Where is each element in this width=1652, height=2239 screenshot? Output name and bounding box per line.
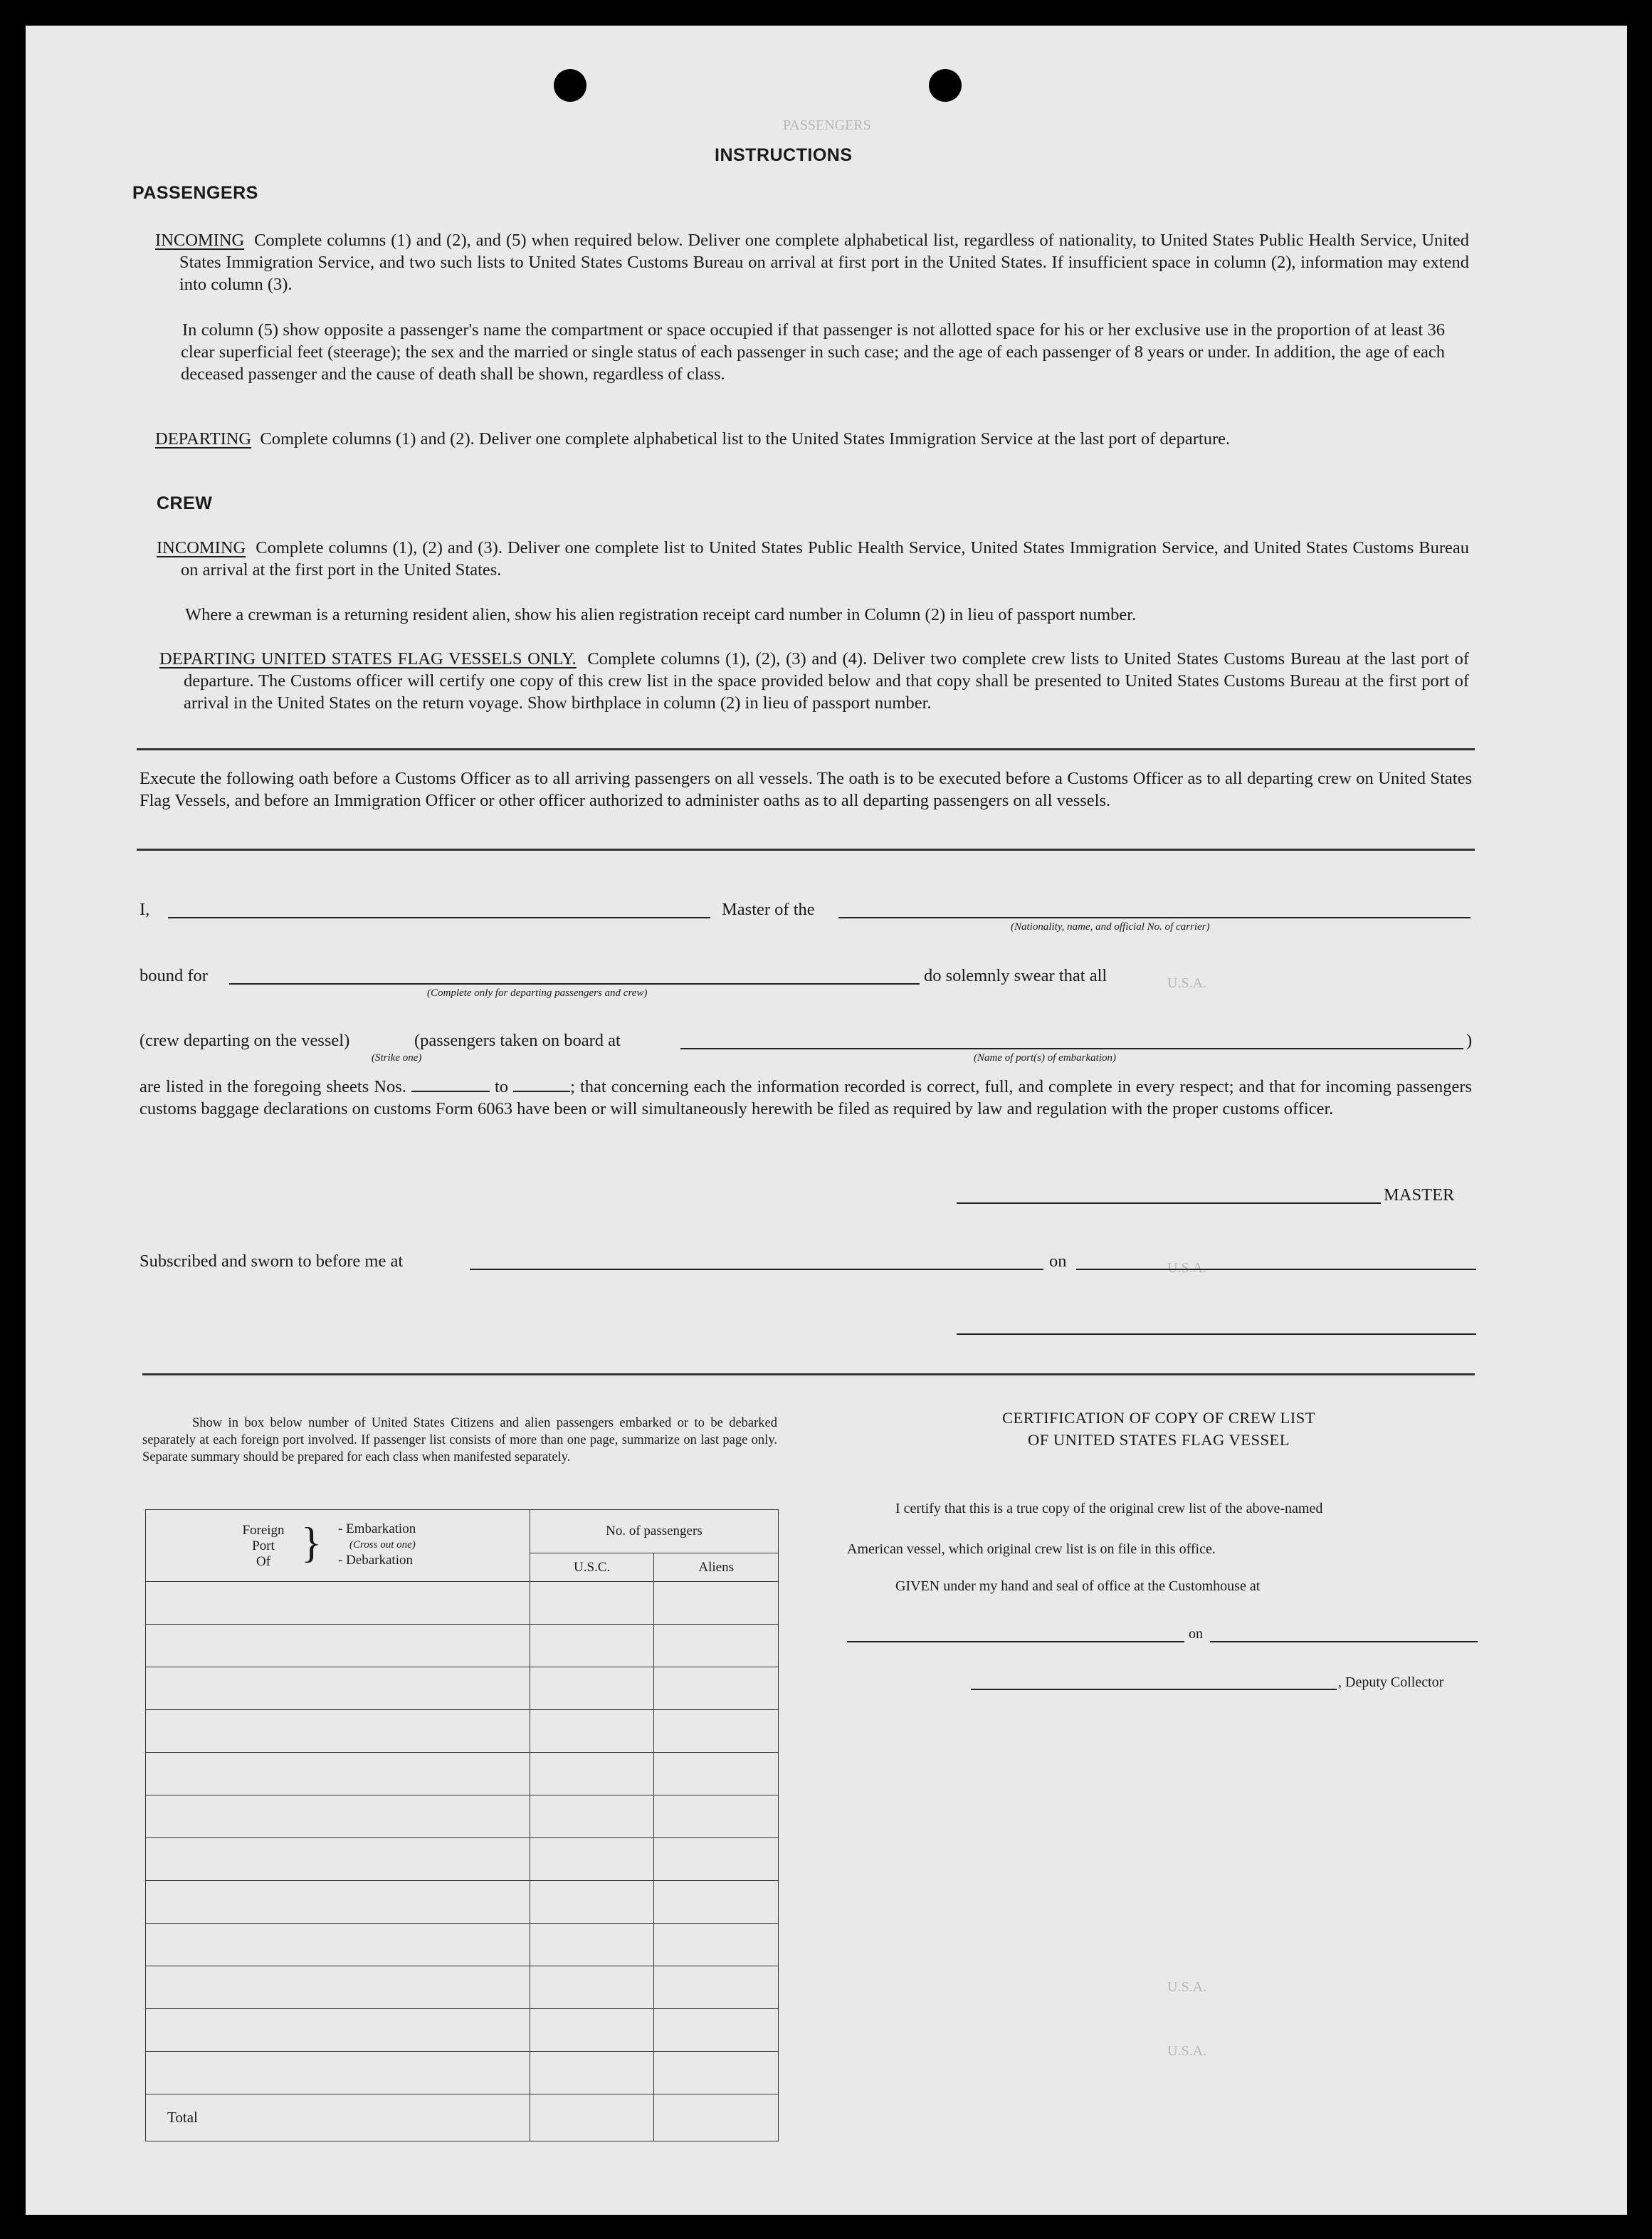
- no-of-passengers-header: No. of passengers: [530, 1510, 778, 1553]
- page-title: INSTRUCTIONS: [715, 145, 853, 165]
- crew-departing-text: Complete columns (1), (2), (3) and (4). Deliver two complete crew lists to United States Customs Bureau at the last port of departure. The Customs officer will certify one copy of this crew list in the space provided below and that copy shall be presented to United States Customs Bureau at the first port of arrival in the United States on the return voyage. Show birthplace in column (2) in lieu of passport number.: [184, 649, 1469, 713]
- oath-statement-text: ; that concerning each the information recorded is correct, full, and complete in every respect; and that for incoming passengers customs baggage declarations on customs Form 6063 have been or will simultaneously herewith be filed as required by law and regulation with the proper customs officer.: [140, 1077, 1473, 1118]
- section-divider: [137, 748, 1475, 750]
- master-name-field[interactable]: [168, 900, 710, 918]
- usc-cell[interactable]: [530, 1667, 654, 1710]
- table-row: [146, 1924, 779, 1966]
- aliens-header: Aliens: [654, 1553, 779, 1582]
- table-row: [146, 2009, 779, 2052]
- usc-cell[interactable]: [530, 1881, 654, 1924]
- bound-for-hint: (Complete only for departing passengers and crew): [427, 987, 648, 999]
- aliens-cell[interactable]: [654, 1838, 779, 1881]
- port-cell[interactable]: [146, 1924, 530, 1966]
- aliens-cell[interactable]: [654, 1753, 779, 1795]
- aliens-cell[interactable]: [654, 1795, 779, 1838]
- customhouse-place-field[interactable]: [847, 1625, 1184, 1642]
- subscribed-label: Subscribed and sworn to before me at: [140, 1252, 404, 1271]
- table-row: [146, 1753, 779, 1795]
- officer-signature-field[interactable]: [957, 1316, 1476, 1335]
- deputy-collector-signature-field[interactable]: [971, 1673, 1337, 1690]
- table-row: [146, 1625, 779, 1667]
- usc-header: U.S.C.: [530, 1553, 654, 1582]
- table-row: [146, 1582, 779, 1625]
- of-label: Of: [256, 1554, 271, 1569]
- given-text: GIVEN under my hand and seal of office at the Customhouse at: [895, 1578, 1261, 1594]
- summary-instructions: Show in box below number of United States Citizens and alien passengers embarked or to be debarked separately at each foreign port involved. If passenger list consists of more than one page, summarize on last page only. Separate summary should be prepared for each class when manifested separately.: [142, 1416, 777, 1464]
- table-row: [146, 1667, 779, 1710]
- port-cell[interactable]: [146, 2052, 530, 2094]
- usc-cell[interactable]: [530, 1582, 654, 1625]
- aliens-total-cell[interactable]: [654, 2094, 779, 2141]
- table-row: [146, 1710, 779, 1753]
- brace-icon: }: [301, 1519, 322, 1566]
- oath-intro: Execute the following oath before a Customs Officer as to all arriving passengers on all vessels. The oath is to be executed before a Customs Officer as to all departing crew on United States Flag Vessels, and before an Immigration Officer or other officer authorized to administer oaths as to all departing passengers on all vessels.: [140, 769, 1472, 810]
- usc-cell[interactable]: [530, 1795, 654, 1838]
- passengers-departing-paragraph: [155, 428, 1469, 450]
- bleed-through-text: U.S.A.: [1167, 975, 1207, 991]
- binder-hole: [929, 69, 962, 102]
- passengers-incoming-text: Complete columns (1) and (2), and (5) when required below. Deliver one complete alphabetical list, regardless of nationality, to United States Public Health Service, United States Immigration Service, and two such lists to United States Customs Bureau on arrival at first port in the United States. If insufficient space in column (2), information may extend into column (3).: [179, 231, 1470, 294]
- bleed-through-text: U.S.A.: [1167, 2043, 1207, 2059]
- aliens-cell[interactable]: [654, 1881, 779, 1924]
- crew-resident-paragraph: Where a crewman is a returning resident alien, show his alien registration receipt card number in Column (2) in lieu of passport number.: [185, 605, 1137, 624]
- passengers-column5-paragraph: In column (5) show opposite a passenger's name the compartment or space occupied if that passenger is not allotted space for his or her exclusive use in the proportion of at least 36 clear superficial feet (steerage); the sex and the married or single status of each passenger in such case; and the age of each passenger of 8 years or under. In addition, the age of each deceased passenger and the cause of death shall be shown, regardless of class.: [181, 320, 1445, 384]
- passengers-departing-label: DEPARTING: [155, 429, 252, 449]
- crew-heading: CREW: [157, 493, 213, 513]
- listed-in-text: are listed in the foregoing sheets Nos.: [140, 1077, 406, 1096]
- cert-on-label: on: [1189, 1626, 1203, 1642]
- port-label: Port: [252, 1538, 275, 1553]
- aliens-cell[interactable]: [654, 1582, 779, 1625]
- master-signature-label: MASTER: [1384, 1185, 1455, 1205]
- passengers-heading: PASSENGERS: [132, 183, 258, 203]
- bound-for-label: bound for: [140, 966, 208, 985]
- section-divider: [137, 849, 1475, 851]
- to-label: to: [495, 1077, 509, 1096]
- aliens-cell[interactable]: [654, 1625, 779, 1667]
- carrier-field[interactable]: [838, 900, 1471, 918]
- crew-incoming-text: Complete columns (1), (2) and (3). Deliver one complete list to United States Public Health Service, United States Immigration Service, and United States Customs Bureau on arrival at the first port in the United States.: [181, 538, 1470, 580]
- bleed-through-text: U.S.A.: [1167, 1260, 1207, 1276]
- crew-departing-option: (crew departing on the vessel): [140, 1031, 350, 1050]
- passengers-incoming-paragraph: [155, 229, 1469, 295]
- port-cell[interactable]: [146, 1966, 530, 2009]
- customhouse-date-field[interactable]: [1210, 1625, 1478, 1642]
- table-header-port: [146, 1510, 530, 1582]
- usc-cell[interactable]: [530, 1753, 654, 1795]
- port-cell[interactable]: [146, 1795, 530, 1838]
- port-cell[interactable]: [146, 1667, 530, 1710]
- crew-incoming-paragraph: [157, 537, 1469, 581]
- usc-cell[interactable]: [530, 1966, 654, 2009]
- port-cell[interactable]: [146, 1753, 530, 1795]
- usc-cell[interactable]: [530, 1625, 654, 1667]
- swear-text: do solemnly swear that all: [924, 966, 1108, 985]
- foreign-label: Foreign: [242, 1523, 285, 1538]
- bound-for-field[interactable]: [229, 966, 920, 985]
- aliens-cell[interactable]: [654, 1966, 779, 2009]
- bleed-through-text: PASSENGERS: [783, 117, 871, 133]
- sworn-place-field[interactable]: [470, 1252, 1043, 1270]
- oath-i-label: I,: [140, 900, 150, 919]
- aliens-cell[interactable]: [654, 1710, 779, 1753]
- usc-total-cell[interactable]: [530, 2094, 654, 2141]
- embarkation-port-field[interactable]: [680, 1031, 1463, 1049]
- table-row: [146, 1795, 779, 1838]
- certification-heading: [883, 1407, 1435, 1451]
- certification-heading-line1: CERTIFICATION OF COPY OF CREW LIST: [1001, 1409, 1316, 1427]
- aliens-cell[interactable]: [654, 1924, 779, 1966]
- sheet-from-field[interactable]: [411, 1074, 490, 1092]
- strike-hint: (Strike one): [372, 1052, 422, 1064]
- certify-text: I certify that this is a true copy of the original crew list of the above-named: [895, 1501, 1323, 1516]
- sworn-date-field[interactable]: [1076, 1252, 1476, 1270]
- total-label: Total: [146, 2094, 530, 2141]
- bleed-through-text: U.S.A.: [1167, 1979, 1207, 1995]
- passengers-departing-text: Complete columns (1) and (2). Deliver one complete alphabetical list to the United States Immigration Service at the last port of departure.: [260, 429, 1231, 449]
- carrier-hint: (Nationality, name, and official No. of carrier): [1011, 921, 1210, 933]
- usc-cell[interactable]: [530, 2009, 654, 2052]
- passengers-incoming-label: INCOMING: [155, 231, 245, 250]
- passenger-summary-table: [145, 1509, 779, 2141]
- port-cell[interactable]: [146, 1625, 530, 1667]
- table-row: [146, 1838, 779, 1881]
- total-row: [146, 2094, 779, 2141]
- debarkation-label: - Debarkation: [338, 1553, 413, 1568]
- cross-out-hint: (Cross out one): [349, 1539, 416, 1551]
- usc-cell[interactable]: [530, 2052, 654, 2094]
- port-cell[interactable]: [146, 1710, 530, 1753]
- crew-incoming-label: INCOMING: [157, 538, 246, 557]
- binder-hole: [554, 69, 586, 102]
- embarkation-label: - Embarkation: [338, 1521, 416, 1536]
- master-signature-field[interactable]: [957, 1185, 1381, 1204]
- usc-cell[interactable]: [530, 1838, 654, 1881]
- port-cell[interactable]: [146, 1582, 530, 1625]
- oath-statement-paragraph: [140, 1074, 1472, 1120]
- port-hint: (Name of port(s) of embarkation): [974, 1052, 1116, 1064]
- usc-cell[interactable]: [530, 1710, 654, 1753]
- aliens-cell[interactable]: [654, 1667, 779, 1710]
- table-row: [146, 1966, 779, 2009]
- port-cell[interactable]: [146, 2009, 530, 2052]
- master-of-the-label: Master of the: [722, 900, 815, 919]
- certification-heading-line2: OF UNITED STATES FLAG VESSEL: [1027, 1431, 1290, 1449]
- crew-departing-paragraph: [159, 648, 1469, 714]
- usc-cell[interactable]: [530, 1924, 654, 1966]
- american-vessel-text: American vessel, which original crew list is on file in this office.: [847, 1541, 1216, 1557]
- port-cell[interactable]: [146, 1881, 530, 1924]
- aliens-cell[interactable]: [654, 2009, 779, 2052]
- sworn-on-label: on: [1049, 1252, 1067, 1271]
- table-row: [146, 2052, 779, 2094]
- sheet-to-field[interactable]: [513, 1074, 570, 1092]
- section-divider: [142, 1373, 1475, 1375]
- port-cell[interactable]: [146, 1838, 530, 1881]
- table-row: [146, 1881, 779, 1924]
- deputy-collector-label: , Deputy Collector: [1338, 1674, 1444, 1690]
- passengers-taken-option: (passengers taken on board at: [414, 1031, 621, 1050]
- crew-departing-label: DEPARTING UNITED STATES FLAG VESSELS ONLY.: [159, 649, 577, 668]
- close-paren: ): [1466, 1031, 1473, 1050]
- aliens-cell[interactable]: [654, 2052, 779, 2094]
